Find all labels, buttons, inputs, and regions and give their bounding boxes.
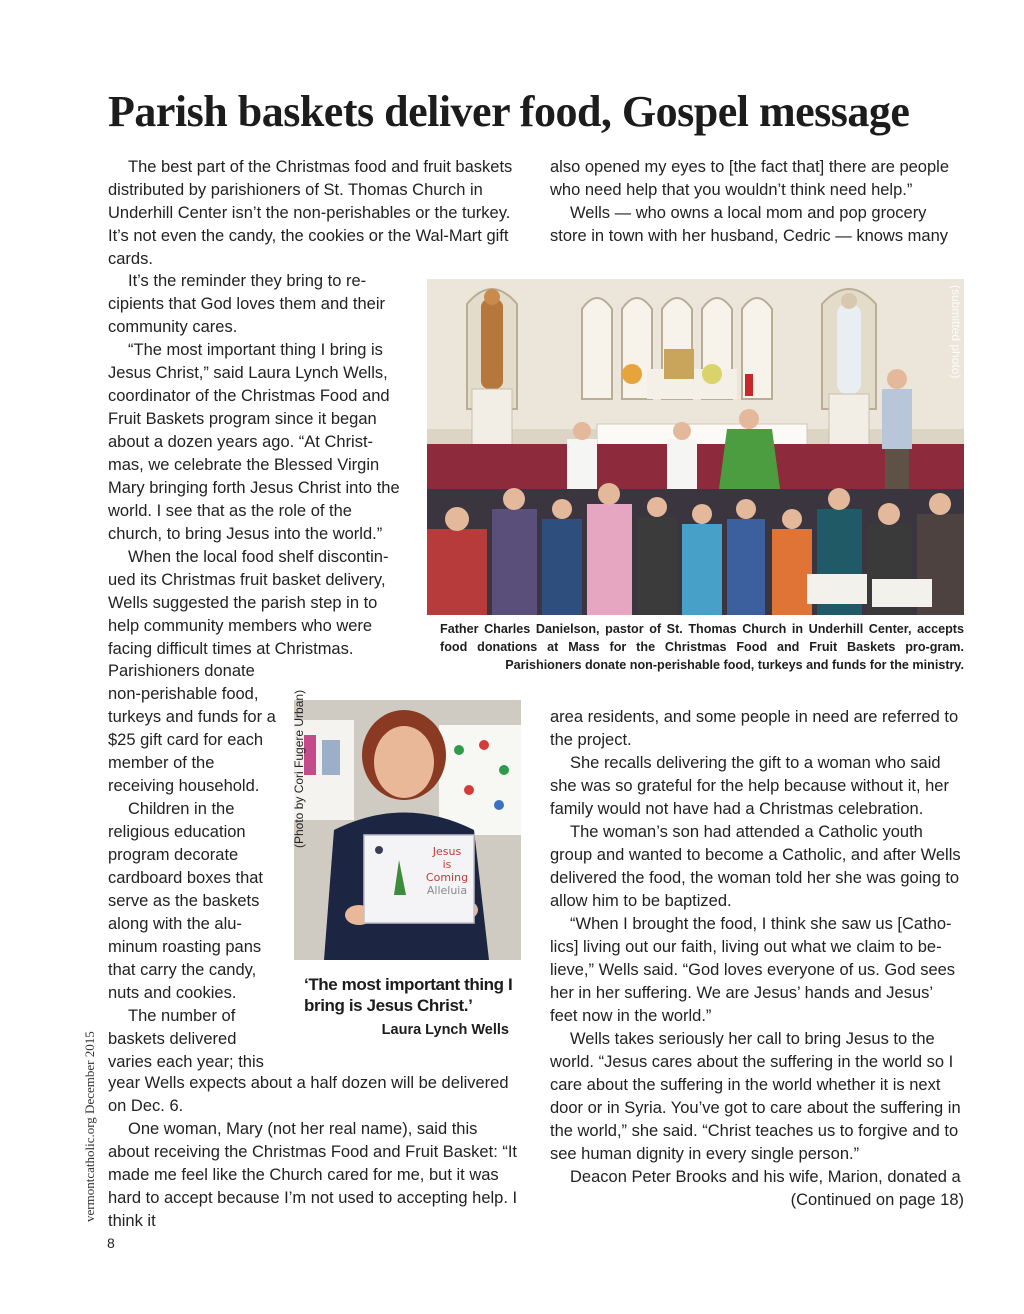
col2-top-text	[550, 156, 964, 248]
paragraph: She recalls delivering the gift to a woman who said she was so grateful for the help because without it, her family would not have had a Christmas celebration.	[550, 754, 949, 818]
col2-bottom-text	[550, 706, 964, 1212]
col1-bottom-text	[108, 1072, 520, 1233]
col1-mid-text	[108, 270, 404, 661]
folio-line: vermontcatholic.org December 2015	[82, 1031, 97, 1222]
paragraph: “The most important thing I bring is Jesus Christ,” said Laura Lynch Wells, coordinator of the Christmas Food and Fruit Baskets program since it began about a dozen years ago. “At Christ-mas, we celebrate the Blessed Virgin Mary bringing forth Jesus Christ into the world. I see that as the role of the church, to bring Jesus into the world.”	[108, 341, 400, 543]
box-text-line: Coming	[425, 871, 469, 884]
paragraph: The number of baskets delivered varies each year; this	[108, 1007, 264, 1071]
box-text-line: Jesus	[432, 845, 462, 858]
paragraph: The best part of the Christmas food and fruit baskets distributed by parishioners of St. Thomas Church in Underhill Center isn’t the non-perishables or the turkey. It’s not even the candy, the cookies or the Wal-Mart gift cards.	[108, 158, 513, 268]
col1-top-text	[108, 156, 520, 271]
paragraph: Children in the religious education program decorate cardboard boxes that serve as the baskets along with the alu-minum roasting pans that carry the candy, nuts and cookies.	[108, 800, 264, 1002]
photo-credit: (submitted photo)	[949, 285, 963, 379]
paragraph: Wells takes seriously her call to bring Jesus to the world. “Jesus cares about the suffering in the world so I care about the suffering in the world whether it is next door or in Syria. You’ve got to care about the suffering in the world,” she said. “Christ teaches us to forgive and to see human dignity in every single person.”	[550, 1030, 961, 1163]
portrait-photo	[294, 700, 521, 960]
pull-quote: ‘The most important thing I bring is Jesus Christ.’	[304, 975, 513, 1015]
paragraph: “When I brought the food, I think she saw us [Catho-lics] living out our faith, living out what we claim to be-lieve,” Wells said. “God loves everyone of us. God sees her in her suffering. We are Jesus’ hands and Jesus’ feet now in the world.”	[550, 915, 956, 1025]
paragraph: also opened my eyes to [the fact that] there are people who need help that you wouldn’t think need help.”	[550, 158, 950, 199]
altar-mass-photo	[427, 279, 964, 615]
pull-quote-attribution: Laura Lynch Wells	[381, 1022, 509, 1038]
box-text-line: Alleluia	[426, 884, 468, 897]
headline: Parish baskets deliver food, Gospel message	[108, 87, 910, 136]
portrait-credit: (Photo by Cori Fugere Urban)	[292, 689, 306, 848]
photo-caption: Father Charles Danielson, pastor of St. Thomas Church in Underhill Center, accepts food donations at Mass for the Christmas Food and Fruit Baskets pro-gram. Parishioners donate non-perishable food, turkeys and funds for the ministry.	[440, 622, 964, 672]
paragraph: Wells — who owns a local mom and pop grocery store in town with her husband, Cedric — knows many	[550, 204, 949, 245]
paragraph: Parishioners donate non-perishable food, turkeys and funds for a $25 gift card for each member of the receiving household.	[108, 662, 276, 795]
continued-note: (Continued on page 18)	[790, 1191, 964, 1209]
paragraph: It’s the reminder they bring to re-cipients that God loves them and their community cares.	[108, 272, 385, 336]
paragraph: area residents, and some people in need are referred to the project.	[550, 708, 959, 749]
paragraph: Deacon Peter Brooks and his wife, Marion, donated a	[570, 1168, 961, 1186]
box-text-line: is	[442, 858, 452, 871]
woman-with-box-illustration	[294, 700, 521, 960]
page-number: 8	[107, 1235, 115, 1251]
paragraph: One woman, Mary (not her real name), said this about receiving the Christmas Food and Fruit Basket: “It made me feel like the Church cared for me, but it was hard to accept because I’m not used to accepting help. I think it	[108, 1120, 518, 1230]
paragraph: year Wells expects about a half dozen will be delivered on Dec. 6.	[108, 1074, 509, 1115]
col1-narrow-text	[108, 660, 276, 1074]
paragraph: The woman’s son had attended a Catholic youth group and wanted to become a Catholic, and after Wells delivered the food, the woman told her she was going to allow him to be baptized.	[550, 823, 961, 910]
altar-scene-illustration	[427, 279, 964, 615]
box-writing	[412, 845, 482, 897]
paragraph: When the local food shelf discontin-ued its Christmas fruit basket delivery, Wells suggested the parish step in to help community members who were facing difficult times at Christmas.	[108, 548, 389, 658]
